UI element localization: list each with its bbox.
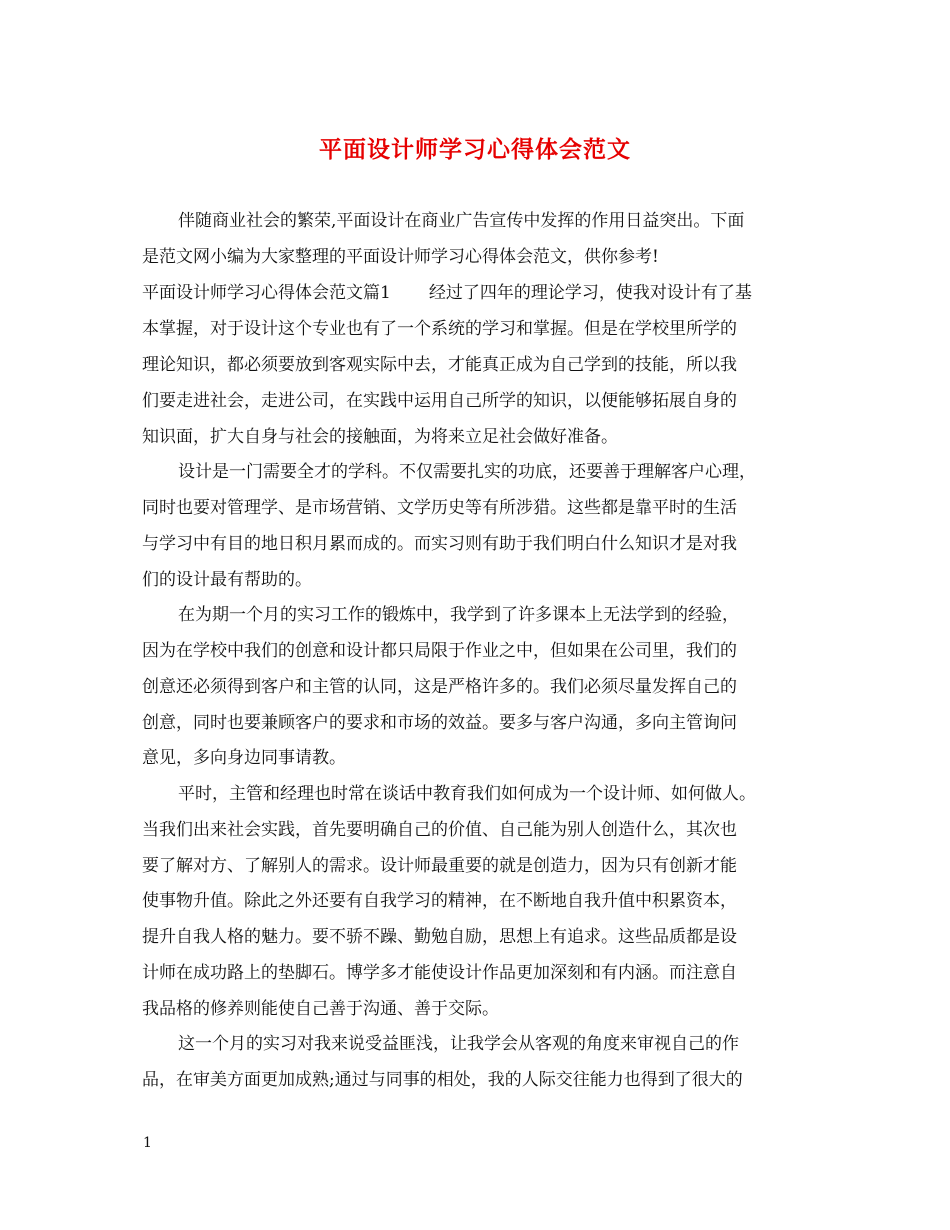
paragraph-line: 是范文网小编为大家整理的平面设计师学习心得体会范文，供你参考! xyxy=(142,247,659,267)
paragraph-line: 们的设计最有帮助的。 xyxy=(142,570,312,590)
paragraph-line: 意见，多向身边同事请教。 xyxy=(142,748,346,768)
paragraph-line: 创意，同时也要兼顾客户的要求和市场的效益。要多与客户沟通，多向主管询问 xyxy=(142,713,737,733)
paragraph-line: 在为期一个月的实习工作的锻炼中，我学到了许多课本上无法学到的经验， xyxy=(178,605,739,625)
paragraph-line: 使事物升值。除此之外还要有自我学习的精神，在不断地自我升值中积累资本， xyxy=(142,891,737,911)
paragraph-line: 与学习中有目的地日积月累而成的。而实习则有助于我们明白什么知识才是对我 xyxy=(142,534,737,554)
paragraph-line xyxy=(142,282,752,304)
paragraph-text: 经过了四年的理论学习，使我对设计有了基 xyxy=(428,283,752,303)
paragraph-line: 品，在审美方面更加成熟;通过与同事的相处，我的人际交往能力也得到了很大的 xyxy=(142,1070,743,1090)
paragraph-line: 知识面，扩大自身与社会的接触面，为将来立足社会做好准备。 xyxy=(142,427,618,447)
paragraph-line: 们要走进社会，走进公司，在实践中运用自己所学的知识，以便能够拓展自身的 xyxy=(142,391,737,411)
paragraph-line: 要了解对方、了解别人的需求。设计师最重要的就是创造力，因为只有创新才能 xyxy=(142,856,737,876)
paragraph-line: 理论知识，都必须要放到客观实际中去，才能真正成为自己学到的技能，所以我 xyxy=(142,355,737,375)
paragraph-line: 我品格的修养则能使自己善于沟通、善于交际。 xyxy=(142,999,499,1019)
paragraph-line: 当我们出来社会实践，首先要明确自己的价值、自己能为别人创造什么，其次也 xyxy=(142,820,737,840)
paragraph-line: 计师在成功路上的垫脚石。博学多才能使设计作品更加深刻和有内涵。而注意自 xyxy=(142,963,737,983)
paragraph-line: 提升自我人格的魅力。要不骄不躁、勤勉自励，思想上有追求。这些品质都是设 xyxy=(142,927,737,947)
paragraph-line: 伴随商业社会的繁荣,平面设计在商业广告宣传中发挥的作用日益突出。下面 xyxy=(178,211,745,231)
paragraph-line: 平时，主管和经理也时常在谈话中教育我们如何成为一个设计师、如何做人。 xyxy=(178,784,756,804)
paragraph-line: 同时也要对管理学、是市场营销、文学历史等有所涉猎。这些都是靠平时的生活 xyxy=(142,498,737,518)
section-heading: 平面设计师学习心得体会范文篇1 xyxy=(142,283,391,303)
paragraph-line: 本掌握，对于设计这个专业也有了一个系统的学习和掌握。但是在学校里所学的 xyxy=(142,319,737,339)
paragraph-line: 因为在学校中我们的创意和设计都只局限于作业之中，但如果在公司里，我们的 xyxy=(142,641,737,661)
document-title: 平面设计师学习心得体会范文 xyxy=(319,136,631,163)
paragraph-line: 设计是一门需要全才的学科。不仅需要扎实的功底，还要善于理解客户心理， xyxy=(178,462,756,482)
paragraph-line: 这一个月的实习对我来说受益匪浅，让我学会从客观的角度来审视自己的作 xyxy=(178,1034,739,1054)
page-number: 1 xyxy=(143,1135,152,1151)
paragraph-line: 创意还必须得到客户和主管的认同，这是严格许多的。我们必须尽量发挥自己的 xyxy=(142,677,737,697)
